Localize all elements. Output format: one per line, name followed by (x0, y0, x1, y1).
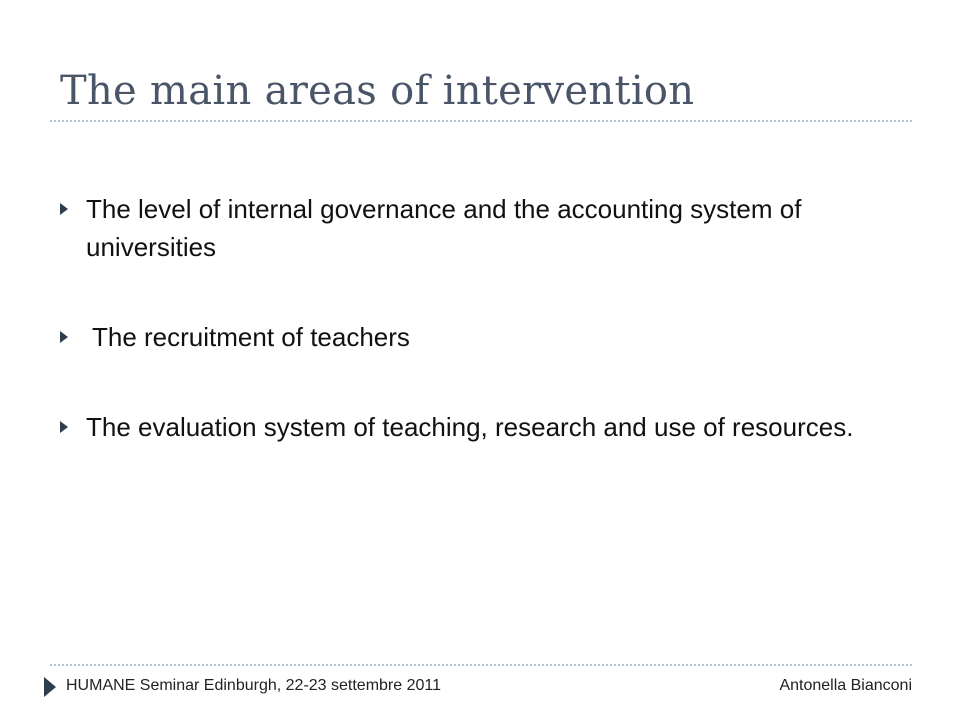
bullet-item (60, 408, 880, 446)
triangle-right-icon (44, 677, 56, 697)
footer-author-text: Antonella Bianconi (779, 677, 912, 694)
footer (44, 674, 912, 700)
footer-divider (50, 664, 912, 666)
title-divider (50, 120, 912, 122)
triangle-right-icon (60, 203, 68, 215)
bullet-list (60, 190, 880, 446)
bullet-item (60, 318, 880, 356)
triangle-right-icon (60, 331, 68, 343)
footer-event-text: HUMANE Seminar Edinburgh, 22-23 settembre 2011 (66, 677, 441, 694)
bullet-text: The evaluation system of teaching, research and use of resources. (86, 412, 854, 442)
slide-title: The main areas of intervention (60, 68, 695, 114)
bullet-text: The level of internal governance and the accounting system of universities (86, 194, 802, 262)
bullet-item (60, 190, 880, 266)
bullet-text: The recruitment of teachers (92, 322, 410, 352)
triangle-right-icon (60, 421, 68, 433)
